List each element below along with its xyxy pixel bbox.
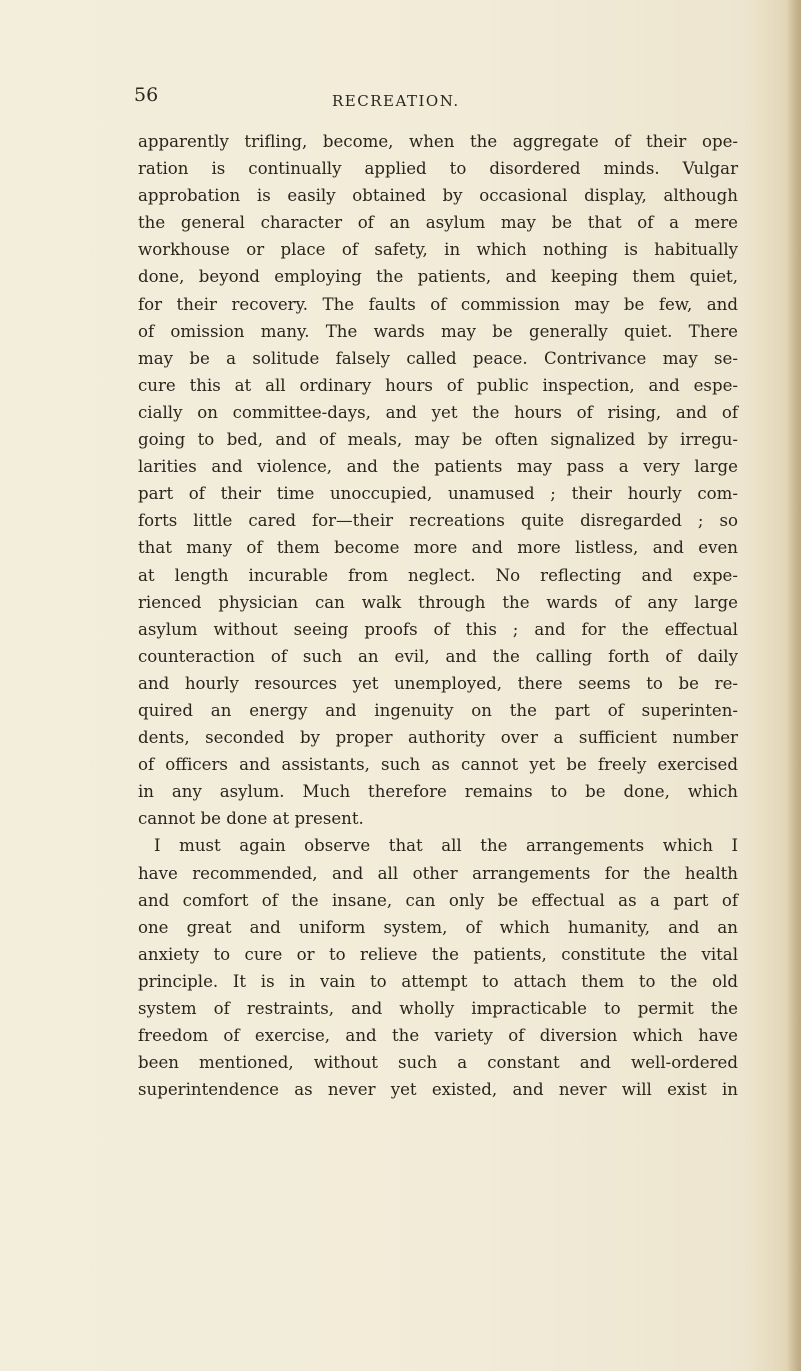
page-number: 56: [134, 84, 159, 106]
text-line: going to bed, and of meals, may be often signalized by irregu-: [138, 430, 738, 450]
text-line: dents, seconded by proper authority over a sufficient number: [138, 728, 738, 748]
body-text: [138, 128, 738, 1103]
text-line: part of their time unoccupied, unamused ; their hourly com-: [138, 484, 738, 504]
text-line: for their recovery. The faults of commission may be few, and: [138, 294, 738, 314]
text-line: of officers and assistants, such as cannot yet be freely exercised: [138, 755, 738, 775]
text-line: principle. It is in vain to attempt to attach them to the old: [138, 971, 738, 991]
text-line: apparently trifling, become, when the aggregate of their ope-: [138, 132, 738, 151]
text-line: at length incurable from neglect. No reflecting and expe-: [138, 565, 738, 585]
text-line: and comfort of the insane, can only be effectual as a part of: [138, 890, 738, 910]
running-head: RECREATION.: [332, 92, 460, 110]
page-header: [134, 84, 754, 120]
text-line: that many of them become more and more listless, and even: [138, 538, 738, 558]
text-line: cure this at all ordinary hours of public inspection, and espe-: [138, 375, 738, 395]
text-line: of omission many. The wards may be generally quiet. There: [138, 321, 738, 341]
text-line: counteraction of such an evil, and the calling forth of daily: [138, 646, 738, 666]
text-line: have recommended, and all other arrangements for the health: [138, 863, 738, 883]
text-line: and hourly resources yet unemployed, there seems to be re-: [138, 673, 738, 693]
text-line: freedom of exercise, and the variety of diversion which have: [138, 1026, 738, 1046]
text-line: approbation is easily obtained by occasional display, although: [138, 186, 738, 206]
text-line: one great and uniform system, of which humanity, and an: [138, 917, 738, 937]
text-line: may be a solitude falsely called peace. Contrivance may se-: [138, 348, 738, 368]
text-line: rienced physician can walk through the wards of any large: [138, 592, 738, 612]
text-line: anxiety to cure or to relieve the patients, constitute the vital: [138, 944, 738, 964]
text-line: asylum without seeing proofs of this ; and for the effectual: [138, 619, 738, 639]
text-line: superintendence as never yet existed, and never will exist in: [138, 1080, 738, 1100]
text-line: in any asylum. Much therefore remains to be done, which: [138, 782, 738, 802]
text-line: been mentioned, without such a constant and well-ordered: [138, 1053, 738, 1073]
text-line: ration is continually applied to disordered minds. Vulgar: [138, 159, 738, 179]
text-line: larities and violence, and the patients may pass a very large: [138, 457, 738, 477]
text-line: I must again observe that all the arrangements which I: [154, 836, 738, 856]
text-line: the general character of an asylum may be that of a mere: [138, 213, 738, 233]
text-line: done, beyond employing the patients, and keeping them quiet,: [138, 267, 738, 287]
text-line: cannot be done at present.: [138, 809, 364, 829]
page-edge-shadow: [787, 0, 801, 1371]
text-line: system of restraints, and wholly impracticable to permit the: [138, 999, 738, 1018]
text-line: cially on committee-days, and yet the hours of rising, and of: [138, 402, 738, 422]
text-line: forts little cared for—their recreations quite disregarded ; so: [138, 511, 738, 531]
text-line: quired an energy and ingenuity on the part of superinten-: [138, 700, 738, 720]
text-line: workhouse or place of safety, in which nothing is habitually: [138, 240, 738, 260]
